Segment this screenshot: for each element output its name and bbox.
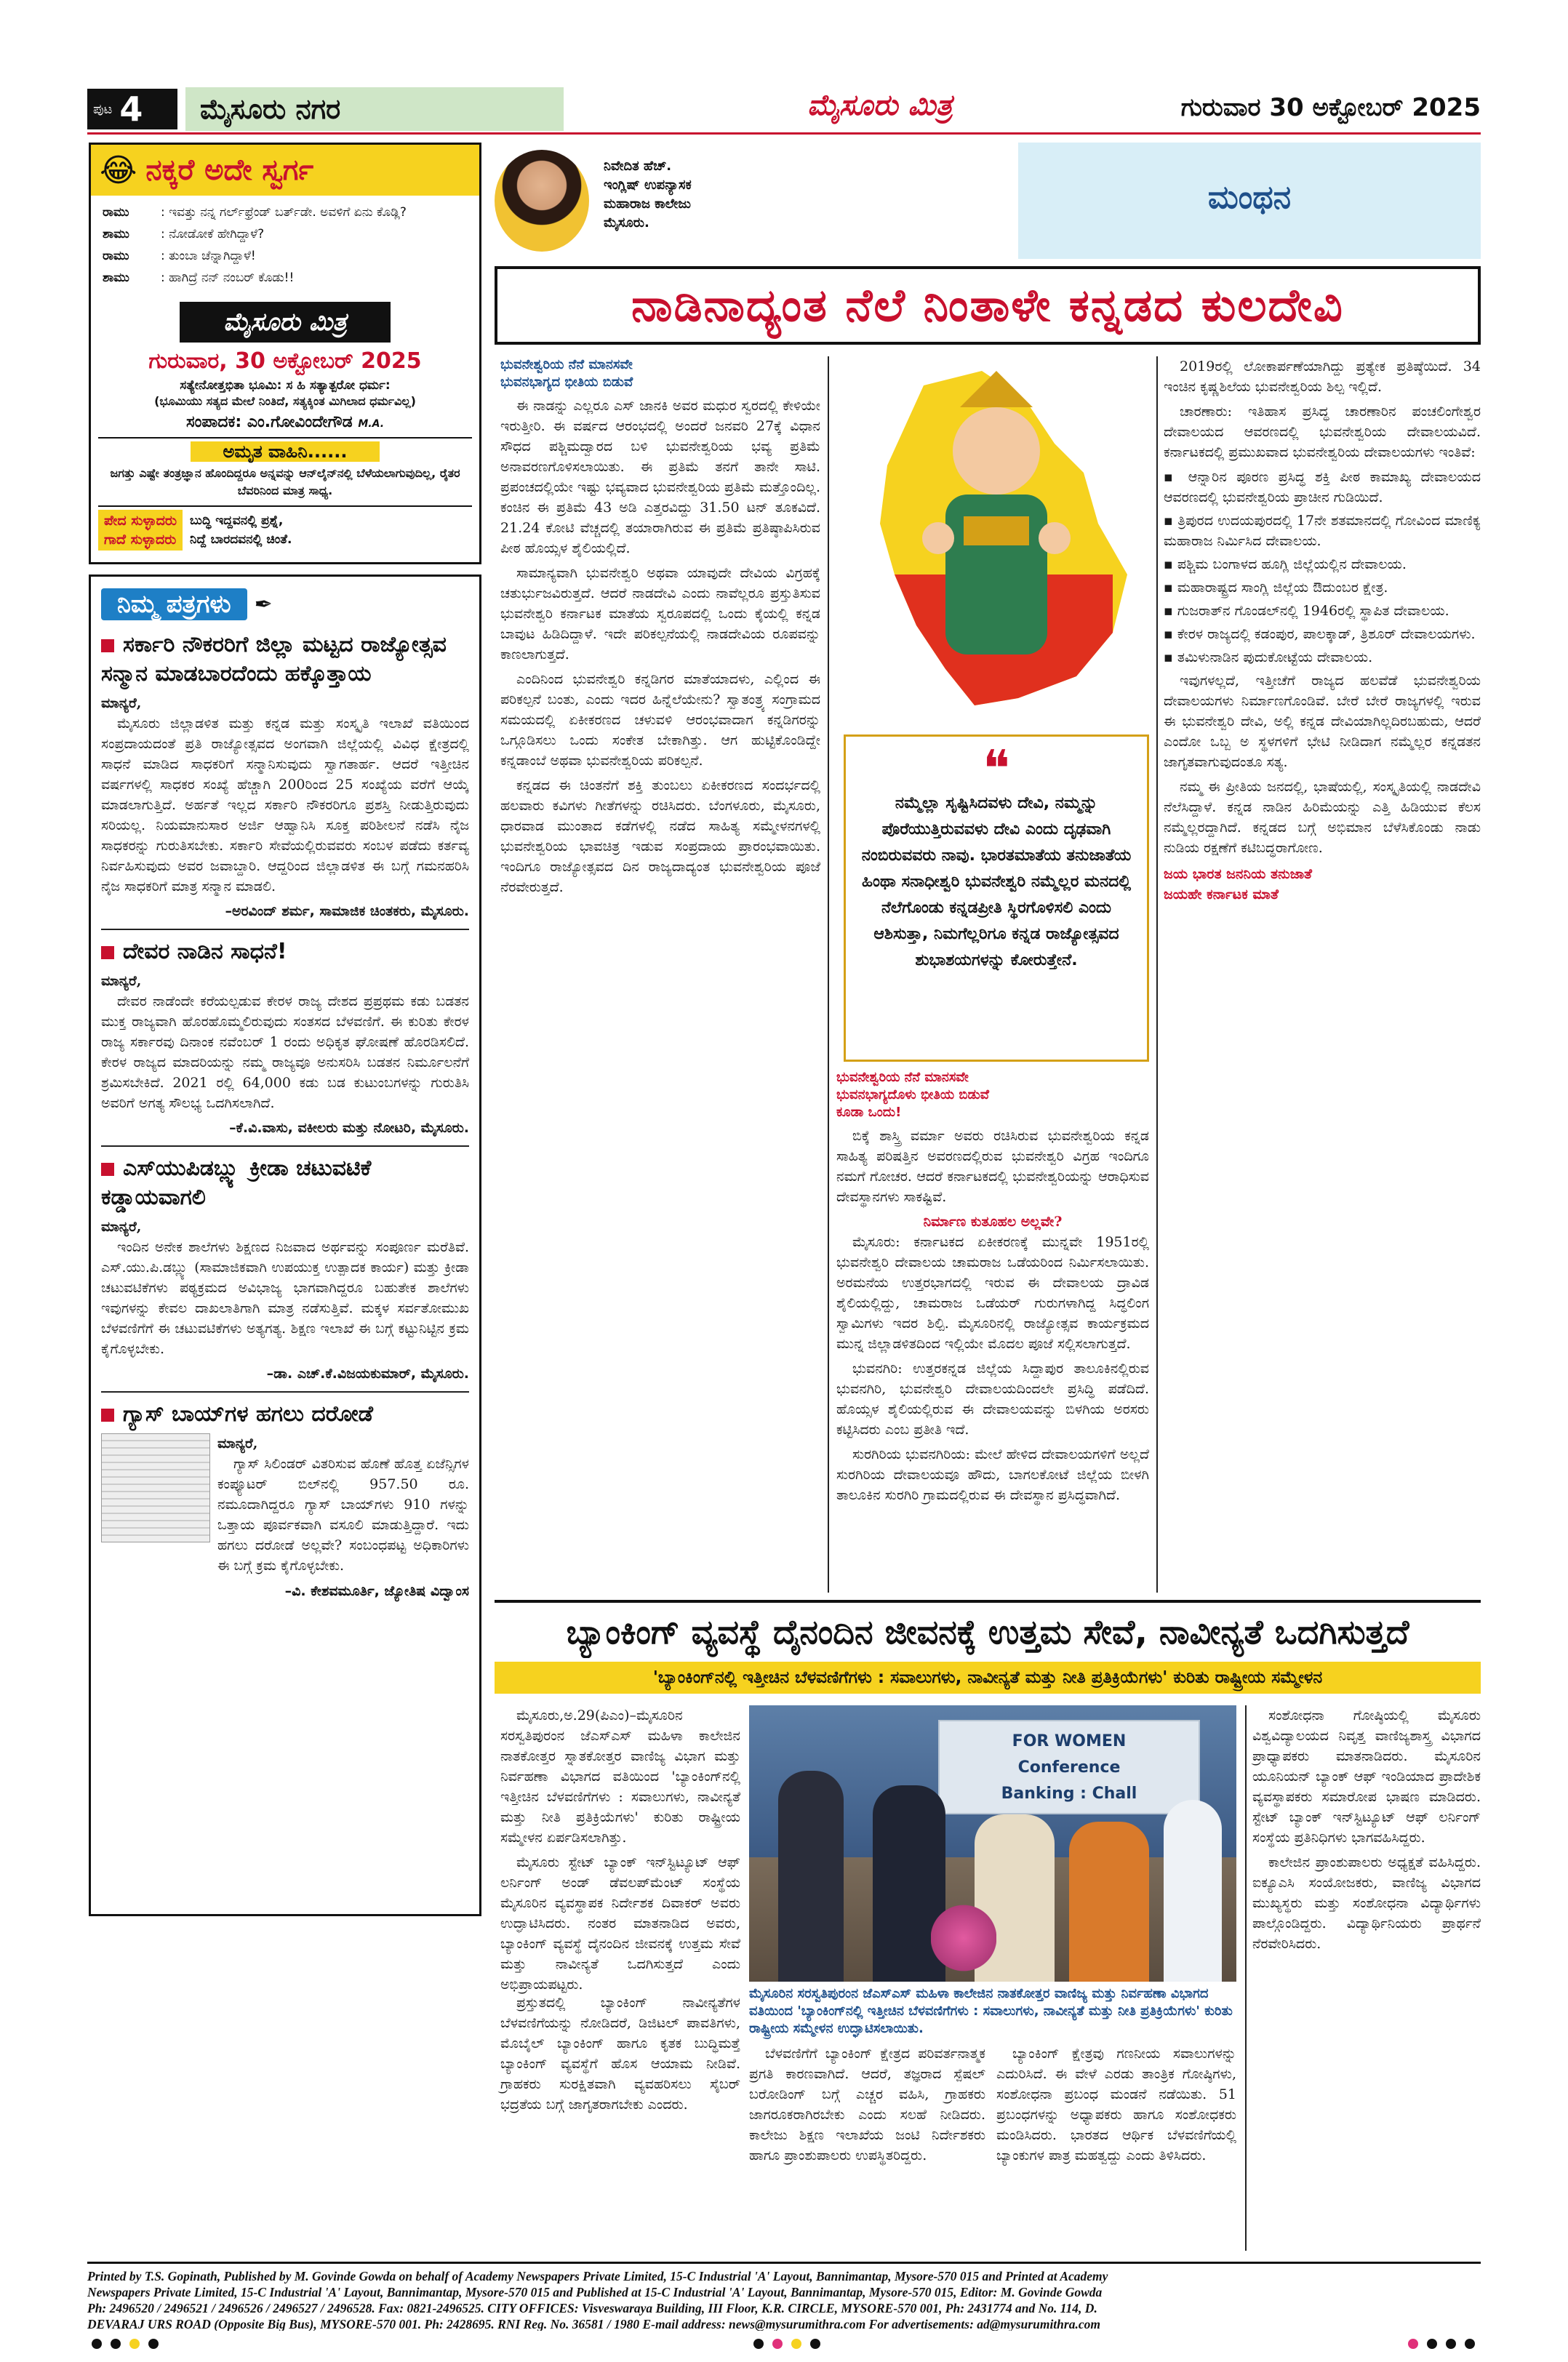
article-subhead: ನಿರ್ಮಾಣ ಕುತೂಹಲ ಅಲ್ಲವೇ? <box>923 1214 1063 1230</box>
proverb-left: ಪೇದ ಸುಳ್ಳಾದರು ಗಾದೆ ಸುಳ್ಳಾದರು <box>98 510 183 551</box>
page-number: 4 <box>119 89 143 129</box>
humor-title: ನಕ್ಕರೆ ಅದೇ ಸ್ವರ್ಗ <box>145 153 314 187</box>
article-signoff: ಜಯ ಭಾರತ ಜನನಿಯ ತನುಜಾತೆ ಜಯಹೇ ಕರ್ನಾಟಕ ಮಾತೆ <box>1164 866 1312 902</box>
banking-subheadline: 'ಬ್ಯಾಂಕಿಂಗ್‌ನಲ್ಲಿ ಇತ್ತೀಚಿನ ಬೆಳವಣಿಗೆಗಳು : ಸವಾಲುಗಳು, ನಾವೀನ್ಯತೆ ಮತ್ತು ನೀತಿ ಪ್ರತಿಕ್ರಿಯೆಗಳು' ಕುರಿತು ರಾಷ್ಟ್ರೀಯ ಸಮ್ಮೇಳನ <box>495 1662 1481 1694</box>
registration-dot <box>1465 2339 1475 2349</box>
registration-dot <box>148 2339 159 2349</box>
masthead-motto-2: (ಭೂಮಿಯು ಸತ್ಯದ ಮೇಲೆ ನಿಂತಿದೆ, ಸತ್ಯಕ್ಕಿಂತ ಮಿಗಿಲಾದ ಧರ್ಮವಿಲ್ಲ) <box>154 394 416 408</box>
humor-line: ರಾಮು : ತುಂಬಾ ಚೆನ್ನಾಗಿದ್ದಾಳೆ! <box>103 249 256 263</box>
article-paragraph: ಮೈಸೂರು: ಕರ್ನಾಟಕದ ಏಕೀಕರಣಕ್ಕೆ ಮುನ್ನವೇ 1951ರಲ್ಲಿ ಭುವನೇಶ್ವರಿ ದೇವಾಲಯ ಚಾಮರಾಜ ಒಡೆಯರಿಂದ ನಿರ್ಮಿಸಲಾಯಿತು. ಅರಮನೆಯ ಉತ್ತರಭಾಗದಲ್ಲಿ ಇರುವ ಈ ದೇವಾಲಯ ದ್ರಾವಿಡ ಶೈಲಿಯಲ್ಲಿದ್ದು, ಚಾಮರಾಜ ಒಡೆಯರ್ ಗುರುಗಳಾಗಿದ್ದ ಸಿದ್ಧಲಿಂಗ ಸ್ವಾಮಿಗಳು ಇದರ ಶಿಲ್ಪಿ. ಮೈಸೂರಿನಲ್ಲಿ ರಾಜ್ಯೋತ್ಸವ ಕಾರ್ಯಕ್ರಮದ ಮುನ್ನ ಜಿಲ್ಲಾಡಳಿತದಿಂದ ಇಲ್ಲಿಯೇ ಮೊದಲ ಪೂಜೆ ಸಲ್ಲಿಸಲಾಗುತ್ತದೆ. <box>836 1234 1149 1352</box>
banking-col-left-bottom <box>500 1993 740 2254</box>
banking-headline: ಬ್ಯಾಂಕಿಂಗ್ ವ್ಯವಸ್ಥೆ ದೈನಂದಿನ ಜೀವನಕ್ಕೆ ಉತ್ತಮ ಸೇವೆ, ನಾವೀನ್ಯತೆ ಒದಗಿಸುತ್ತದೆ <box>495 1600 1481 1658</box>
article-paragraph: ಮೈಸೂರು ಸ್ಟೇಟ್ ಬ್ಯಾಂಕ್ ಇನ್‌ಸ್ಟಿಟ್ಯೂಟ್ ಆಫ್ ಲರ್ನಿಂಗ್ ಅಂಡ್ ಡೆವಲಪ್‌ಮೆಂಟ್ ಸಂಸ್ಥೆಯ ಮೈಸೂರಿನ ವ್ಯವಸ್ಥಾಪಕ ನಿರ್ದೇಶಕ ದಿವಾಕರ್ ಅವರು ಉದ್ಘಾಟಿಸಿದರು. ನಂತರ ಮಾತನಾಡಿದ ಅವರು, ಬ್ಯಾಂಕಿಂಗ್ ವ್ಯವಸ್ಥೆ ದೈನಂದಿನ ಜೀವನಕ್ಕೆ ಉತ್ತಮ ಸೇವೆ ಮತ್ತು ನಾವೀನ್ಯತೆ ಒದಗಿಸುತ್ತದೆ ಎಂದು ಅಭಿಪ್ರಾಯಪಟ್ಟರು. <box>500 1854 740 1993</box>
temple-list <box>1164 467 1481 668</box>
registration-dots-center <box>749 2338 825 2352</box>
list-item: ▪ ಕೇರಳ ರಾಜ್ಯದಲ್ಲಿ ಕಡಂಪುರ, ಪಾಲಕ್ಕಾಡ್, ತ್ರಿಶೂರ್ ದೇವಾಲಯಗಳು. <box>1164 626 1476 642</box>
registration-dots-right <box>1404 2338 1479 2352</box>
letter-item <box>101 1154 469 1384</box>
humor-title-bar <box>91 145 479 196</box>
column-name: ಮಂಥನ <box>1207 179 1292 216</box>
humor-line: ಶಾಮು : ಹಾಗಿದ್ರೆ ನನ್ ನಂಬರ್ ಕೊಡು!! <box>103 271 295 285</box>
main-headline <box>495 266 1481 345</box>
author-role: ಇಂಗ್ಲಿಷ್ ಉಪನ್ಯಾಸಕ <box>604 177 692 193</box>
article-paragraph: ಬ್ಯಾಂಕಿಂಗ್ ಕ್ಷೇತ್ರವು ಗಣನೀಯ ಸವಾಲುಗಳನ್ನು ಎದುರಿಸಿದೆ. ಈ ವೇಳೆ ಎರಡು ತಾಂತ್ರಿಕ ಗೋಷ್ಠಿಗಳು, ಸಂಶೋಧನಾ ಪ್ರಬಂಧ ಮಂಡನೆ ನಡೆಯಿತು. 51 ಪ್ರಬಂಧಗಳನ್ನು ಅಧ್ಯಾಪಕರು ಹಾಗೂ ಸಂಶೋಧಕರು ಮಂಡಿಸಿದರು. ಭಾರತದ ಆರ್ಥಿಕ ಬೆಳವಣಿಗೆಯಲ್ಲಿ ಬ್ಯಾಂಕುಗಳ ಪಾತ್ರ ಮಹತ್ವದ್ದು ಎಂದು ತಿಳಿಸಿದರು. <box>996 2046 1236 2163</box>
article-paragraph: ಎಂದಿನಿಂದ ಭುವನೇಶ್ವರಿ ಕನ್ನಡಿಗರ ಮಾತೆಯಾದಳು, ಎಲ್ಲಿಂದ ಈ ಪರಿಕಲ್ಪನೆ ಬಂತು, ಎಂದು ಇದರ ಹಿನ್ನೆಲೆಯೇನು? ಸ್ವಾತಂತ್ರ್ಯ ಸಂಗ್ರಾಮದ ಸಮಯದಲ್ಲಿ ಏಕೀಕರಣದ ಚಳುವಳಿ ಆರಂಭವಾದಾಗ ಕನ್ನಡಿಗರನ್ನು ಒಗ್ಗೂಡಿಸಲು ಒಂದು ಸಂಕೇತ ಬೇಕಾಗಿತ್ತು. ಆಗ ಹುಟ್ಟಿಕೊಂಡಿದ್ದೇ ಕನ್ನಡಾಂಬೆ ಅಥವಾ ಭುವನೇಶ್ವರಿಯ ಪರಿಕಲ್ಪನೆ. <box>500 671 820 769</box>
registration-dot <box>1446 2339 1456 2349</box>
article-paragraph: ಈ ನಾಡನ್ನು ಎಲ್ಲರೂ ಎಸ್ ಜಾನಕಿ ಅವರ ಮಧುರ ಸ್ವರದಲ್ಲಿ ಕೇಳಿಯೇ ಇರುತ್ತೀರಿ. ಈ ವರ್ಷದ ಆರಂಭದಲ್ಲಿ ಅಂದರೆ ಜನವರಿ 27ಕ್ಕೆ ವಿಧಾನ ಸೌಧದ ಪಶ್ಚಿಮದ್ವಾರದ ಬಳಿ ಭುವನೇಶ್ವರಿಯ ಭವ್ಯ ಪ್ರತಿಮೆ ಅನಾವರಣಗೊಳಿಸಲಾಯಿತು. ಈ ಪ್ರತಿಮೆ ತನಗೆ ತಾನೇ ಸಾಟಿ. ಪ್ರಪಂಚದಲ್ಲಿಯೇ ಇಷ್ಟು ಭವ್ಯವಾದ ಭುವನೇಶ್ವರಿಯ ಪ್ರತಿಮೆ ಮತ್ತೊಂದಿಲ್ಲ. ಕಂಚಿನ ಈ ಪ್ರತಿಮೆ 43 ಅಡಿ ಎತ್ತರವಿದ್ದು 31.50 ಟನ್ ತೂಕವಿದೆ. 21.24 ಕೋಟಿ ವೆಚ್ಚದಲ್ಲಿ ತಯಾರಾಗಿರುವ ಈ ಪ್ರತಿಮೆ ಪ್ರತಿಷ್ಠಾಪಿಸಿರುವ ಪೀಠ ಹೊಯ್ಸಳ ಶೈಲಿಯಲ್ಲಿದೆ. <box>500 398 820 556</box>
registration-dot <box>810 2339 820 2349</box>
letter-salutation: ಮಾನ್ಯರೆ, <box>101 695 142 711</box>
list-item: ▪ ಪಶ್ಚಿಮ ಬಂಗಾಳದ ಹೂಗ್ಲಿ ಜಿಲ್ಲೆಯಲ್ಲಿನ ದೇವಾಲಯ. <box>1164 556 1407 572</box>
letter-divider <box>101 1391 469 1393</box>
article-col-3 <box>1164 356 1481 1622</box>
flower-bouquet <box>931 1894 996 1982</box>
article-paragraph: ಸುರಗಿರಿಯ ಭುವನಗಿರಿಯ: ಮೇಲೆ ಹೇಳಿದ ದೇವಾಲಯಗಳಿಗೆ ಅಲ್ಲದೆ ಸುರಗಿರಿಯ ದೇವಾಲಯವೂ ಹೌದು, ಬಾಗಲಕೋಟೆ ಜಿಲ್ಲೆಯ ಬೀಳಗಿ ತಾಲೂಕಿನ ಸುರಗಿರಿ ಗ್ರಾಮದಲ್ಲಿರುವ ಈ ದೇವಸ್ಥಾನ ಪ್ರಸಿದ್ಧವಾಗಿದೆ. <box>836 1446 1149 1503</box>
proverb-row <box>98 505 472 551</box>
imprint-footer <box>87 2262 1481 2331</box>
article-paragraph: ಇವುಗಳಲ್ಲದೆ, ಇತ್ತೀಚೆಗೆ ರಾಜ್ಯದ ಹಲವೆಡೆ ಭುವನೇಶ್ವರಿಯ ದೇವಾಲಯಗಳು ನಿರ್ಮಾಣಗೊಂಡಿವೆ. ಬೇರೆ ಬೇರೆ ರಾಜ್ಯಗಳಲ್ಲಿ ಇರುವ ಈ ಭುವನೇಶ್ವರಿ ದೇವಿ, ಅಲ್ಲಿ ಕನ್ನಡ ದೇವಿಯಾಗಿಲ್ಲದಿರಬಹುದು, ಆದರೆ ಎಂದೋ ಒಬ್ಬ ಅ ಸ್ಥಳಗಳಿಗೆ ಭೇಟಿ ನೀಡಿದಾಗ ನಮ್ಮೆಲ್ಲರ ಕನ್ನಡತನ ಜಾಗೃತವಾಗುವುದಂತೂ ಸತ್ಯ. <box>1164 673 1481 770</box>
list-item: ▪ ಆನ್ನಾರಿನ ಪೂರಣ ಪ್ರಸಿದ್ಧ ಶಕ್ತಿ ಪೀಠ ಕಾಮಾಖ್ಯ ದೇವಾಲಯದ ಆವರಣದಲ್ಲಿ ಭುವನೇಶ್ವರಿಯ ಪ್ರಾಚೀನ ಗುಡಿಯಿದೆ. <box>1164 469 1481 505</box>
column-rule <box>828 356 829 1593</box>
bullet-icon <box>101 1409 114 1422</box>
list-item: ▪ ತ್ರಿಪುರದ ಉದಯಪುರದಲ್ಲಿ 17ನೇ ಶತಮಾನದಲ್ಲಿ ಗೋವಿಂದ ಮಾಣಿಕ್ಯ ಮಹಾರಾಜ ನಿರ್ಮಿಸಿದ ದೇವಾಲಯ. <box>1164 513 1481 549</box>
main-headline-text: ನಾಡಿನಾದ್ಯಂತ ನೆಲೆ ನಿಂತಾಳೇ ಕನ್ನಡದ ಕುಲದೇವಿ <box>631 279 1344 332</box>
author-college: ಮಹಾರಾಜ ಕಾಲೇಜು <box>604 196 692 212</box>
registration-dot <box>111 2339 121 2349</box>
letter-body: ಮೈಸೂರು ಜಿಲ್ಲಾಡಳಿತ ಮತ್ತು ಕನ್ನಡ ಮತ್ತು ಸಂಸ್ಕೃತಿ ಇಲಾಖೆ ವತಿಯಿಂದ ಸಂಪ್ರದಾಯದಂತೆ ಪ್ರತಿ ರಾಜ್ಯೋತ್ಸವದ ಅಂಗವಾಗಿ ಜಿಲ್ಲೆಯಲ್ಲಿ ವಿವಿಧ ಕ್ಷೇತ್ರದಲ್ಲಿ ಸಾಧನೆ ಮಾಡಿದ ಸಾಧಕರಿಗೆ ಸನ್ಮಾನಿಸುವುದು ಸ್ವಾಗತಾರ್ಹ. ಆದರೆ ಇತ್ತೀಚಿನ ವರ್ಷಗಳಲ್ಲಿ ಸಾಧಕರ ಸಂಖ್ಯೆ ಹೆಚ್ಚಾಗಿ 200ರಿಂದ 25 ಸಂಖ್ಯೆಯ ವರೆಗೆ ಆಯ್ಕೆ ಮಾಡಲಾಗುತ್ತಿದೆ. ಅರ್ಹತೆ ಇಲ್ಲದ ಸರ್ಕಾರಿ ನೌಕರರಿಗೂ ಪ್ರಶಸ್ತಿ ನೀಡುತ್ತಿರುವುದು ಸರಿಯಲ್ಲ. ನಿಯಮಾನುಸಾರ ಅರ್ಜಿ ಆಹ್ವಾನಿಸಿ ಸೂಕ್ತ ಪರಿಶೀಲನೆ ನಡೆಸಿ ನೈಜ ಸಾಧಕರನ್ನು ಗುರುತಿಸಬೇಕು. ಸರ್ಕಾರಿ ಸೇವೆಯಲ್ಲಿರುವವರು ಸಂಬಳ ಪಡೆದು ಕರ್ತವ್ಯ ನಿರ್ವಹಿಸುವುದು ಅವರ ಜವಾಬ್ದಾರಿ. ಆದ್ದರಿಂದ ಜಿಲ್ಲಾಡಳಿತ ಈ ಬಗ್ಗೆ ಗಮನಹರಿಸಿ ನೈಜ ಸಾಧಕರಿಗೆ ಮಾತ್ರ ಸನ್ಮಾನ ಮಾಡಲಿ. <box>101 716 469 894</box>
kicker: ಭುವನೇಶ್ವರಿಯ ನೆನೆ ಮಾನಸವೇ ಭುವನಭಾಗ್ಯದ ಭೀತಿಯ ಬಿಡುವೆ <box>500 357 633 390</box>
masthead-box-date: ಗುರುವಾರ, 30 ಅಕ್ಟೋಬರ್ 2025 <box>148 348 422 374</box>
registration-dot <box>129 2339 140 2349</box>
amrutha-title: ಅಮೃತ ವಾಹಿನಿ...... <box>191 441 380 462</box>
letter-salutation: ಮಾನ್ಯರೆ, <box>217 1436 258 1452</box>
letter-signature: –ಡಾ. ಎಚ್.ಕೆ.ವಿಜಯಕುಮಾರ್, ಮೈಸೂರು. <box>266 1366 469 1382</box>
letter-title: ಸರ್ಕಾರಿ ನೌಕರರಿಗೆ ಜಿಲ್ಲಾ ಮಟ್ಟದ ರಾಜ್ಯೋತ್ಸವ ಸನ್ಮಾನ ಮಾಡಬಾರದೆಂದು ಹಕ್ಕೊತ್ತಾಯ <box>101 632 447 686</box>
masthead-box-logo: ಮೈಸೂರು ಮಿತ್ರ <box>180 302 391 343</box>
column-rule <box>1245 1705 1247 2251</box>
humor-lines <box>91 196 479 295</box>
imprint-line: DEVARAJ URS ROAD (Opposite Big Bus), MYSORE-570 001. Ph: 2428695. RNI Reg. No. 36581 / 1980 E-mail address: news@mysurumithra.com For advertisements: ad@mysurumithra.com <box>87 2317 1100 2331</box>
goddess-illustration <box>836 356 1149 720</box>
amrutha-box <box>98 437 472 500</box>
registration-dot <box>1408 2339 1418 2349</box>
list-item: ▪ ತಮಿಳುನಾಡಿನ ಪುದುಕೋಟ್ಟೆಯ ದೇವಾಲಯ. <box>1164 649 1373 665</box>
photo-banner: FOR WOMEN Conference Banking : Chall <box>938 1720 1200 1814</box>
article-paragraph: ಸಂಶೋಧನಾ ಗೋಷ್ಠಿಯಲ್ಲಿ ಮೈಸೂರು ವಿಶ್ವವಿದ್ಯಾಲಯದ ನಿವೃತ್ತ ವಾಣಿಜ್ಯಶಾಸ್ತ್ರ ವಿಭಾಗದ ಪ್ರಾಧ್ಯಾಪಕರು ಮಾತನಾಡಿದರು. ಮೈಸೂರಿನ ಯೂನಿಯನ್ ಬ್ಯಾಂಕ್ ಆಫ್ ಇಂಡಿಯಾದ ಪ್ರಾದೇಶಿಕ ವ್ಯವಸ್ಥಾಪಕರು ಸಮಾರೋಪ ಭಾಷಣ ಮಾಡಿದರು. ಸ್ಟೇಟ್ ಬ್ಯಾಂಕ್ ಇನ್‌ಸ್ಟಿಟ್ಯೂಟ್ ಆಫ್ ಲರ್ನಿಂಗ್ ಸಂಸ್ಥೆಯ ಪ್ರತಿನಿಧಿಗಳು ಭಾಗವಹಿಸಿದ್ದರು. <box>1252 1708 1481 1846</box>
pull-quote <box>844 734 1149 1062</box>
article-paragraph: ಕಾಲೇಜಿನ ಪ್ರಾಂಶುಪಾಲರು ಅಧ್ಯಕ್ಷತೆ ವಹಿಸಿದ್ದರು. ಐಕ್ಯೂಎಸಿ ಸಂಯೋಜಕರು, ವಾಣಿಜ್ಯ ವಿಭಾಗದ ಮುಖ್ಯಸ್ಥರು ಮತ್ತು ಸಂಶೋಧನಾ ವಿದ್ಯಾರ್ಥಿಗಳು ಪಾಲ್ಗೊಂಡಿದ್ದರು. ವಿದ್ಯಾರ್ಥಿನಿಯರು ಪ್ರಾರ್ಥನೆ ನೆರವೇರಿಸಿದರು. <box>1252 1854 1481 1952</box>
article-paragraph: ಬೆಳವಣಿಗೆಗೆ ಬ್ಯಾಂಕಿಂಗ್ ಕ್ಷೇತ್ರದ ಪರಿವರ್ತನಾತ್ಮಕ ಪ್ರಗತಿ ಕಾರಣವಾಗಿದೆ. ಆದರೆ, ತಜ್ಞರಾದ ಸ್ಪೆಷಲ್ ಬರೋಡಿಂಗ್ ಬಗ್ಗೆ ಎಚ್ಚರ ವಹಿಸಿ, ಗ್ರಾಹಕರು ಜಾಗರೂಕರಾಗಿರಬೇಕು ಎಂದು ಸಲಹೆ ನೀಡಿದರು. ಕಾಲೇಜು ಶಿಕ್ಷಣ ಇಲಾಖೆಯ ಜಂಟಿ ನಿರ್ದೇಶಕರು ಹಾಗೂ ಪ್ರಾಂಶುಪಾಲರು ಉಪಸ್ಥಿತರಿದ್ದರು. <box>749 2046 985 2163</box>
author-city: ಮೈಸೂರು. <box>604 215 649 231</box>
imprint-line: Newspapers Private Limited, 15-C Industrial 'A' Layout, Bannimantap, Mysore-570 015 and Published at 15-C Industrial 'A' Layout, Bannimantap, Mysore-570 015, Editor: M. Govinde Gowda <box>87 2285 1103 2299</box>
registration-dot <box>1427 2339 1437 2349</box>
person-figure <box>1164 1800 1222 1982</box>
letter-signature: –ಕೆ.ವಿ.ವಾಸು, ವಕೀಲರು ಮತ್ತು ನೋಟರಿ, ಮೈಸೂರು. <box>229 1120 469 1136</box>
quote-text: ನಮ್ಮೆಲ್ಲಾ ಸೃಷ್ಟಿಸಿದವಳು ದೇವಿ, ನಮ್ಮನ್ನು ಪೊರೆಯುತ್ತಿರುವವಳು ದೇವಿ ಎಂದು ದೃಢವಾಗಿ ನಂಬಿರುವವರು ನಾವು. ಭಾರತಮಾತೆಯ ತನುಜಾತೆಯ ಹಿಂಥಾ ಸನಾಧೀಶ್ವರಿ ಭುವನೇಶ್ವರಿ ನಮ್ಮೆಲ್ಲರ ಮನದಲ್ಲಿ ನೆಲೆಗೊಂಡು ಕನ್ನಡಪ್ರೀತಿ ಸ್ಥಿರಗೊಳಿಸಲಿ ಎಂದು ಆಶಿಸುತ್ತಾ, ನಿಮಗೆಲ್ಲರಿಗೂ ಕನ್ನಡ ರಾಜ್ಯೋತ್ಸವದ ಶುಭಾಶಯಗಳನ್ನು ಕೋರುತ್ತೇನೆ. <box>861 794 1132 969</box>
column-rule <box>1156 356 1158 1593</box>
letter-body: ಗ್ಯಾಸ್ ಸಿಲಿಂಡರ್ ವಿತರಿಸುವ ಹೊಣೆ ಹೊತ್ತ ಏಜೆನ್ಸಿಗಳ ಕಂಪ್ಯೂಟರ್ ಬಿಲ್‌ನಲ್ಲಿ 957.50 ರೂ. ನಮೂದಾಗಿದ್ದರೂ ಗ್ಯಾಸ್ ಬಾಯ್‌ಗಳು 910 ಗಳನ್ನು ಒತ್ತಾಯ ಪೂರ್ವಕವಾಗಿ ವಸೂಲಿ ಮಾಡುತ್ತಿದ್ದಾರೆ. ಇದು ಹಗಲು ದರೋಡೆ ಅಲ್ಲವೇ? ಸಂಬಂಧಪಟ್ಟ ಅಧಿಕಾರಿಗಳು ಈ ಬಗ್ಗೆ ಕ್ರಮ ಕೈಗೊಳ್ಳಬೇಕು. <box>217 1456 469 1574</box>
author-name: ನಿವೇದಿತ ಹೆಚ್. <box>604 159 672 174</box>
page-header <box>87 86 1481 134</box>
letters-header <box>101 584 469 625</box>
letter-title: ಗ್ಯಾಸ್ ಬಾಯ್‌ಗಳ ಹಗಲು ದರೋಡೆ <box>123 1401 373 1427</box>
event-photo <box>749 1705 1236 1982</box>
letter-divider <box>101 929 469 930</box>
quote-icon: ❝ <box>983 739 1010 798</box>
receipt-image <box>101 1433 210 1542</box>
author-info <box>604 157 692 233</box>
list-item: ▪ ಮಹಾರಾಷ್ಟ್ರದ ಸಾಂಗ್ಲಿ ಜಿಲ್ಲೆಯ ಔದುಂಬರ ಕ್ಷೇತ್ರ. <box>1164 580 1388 596</box>
article-paragraph: 2019ರಲ್ಲಿ ಲೋಕಾರ್ಪಣೆಯಾಗಿದ್ದು ಪ್ರತ್ಯೇಕ ಪ್ರತಿಷ್ಠೆಯಿದೆ. 34 ಇಂಚಿನ ಕೃಷ್ಣಶಿಲೆಯ ಭುವನೇಶ್ವರಿಯ ಶಿಲ್ಪ ಇಲ್ಲಿದೆ. <box>1164 359 1481 395</box>
letter-signature: –ವಿ. ಕೇಶವಮೂರ್ತಿ, ಜ್ಯೋತಿಷ ವಿದ್ವಾಂಸ <box>284 1583 469 1599</box>
banking-below-photo-1 <box>749 2043 985 2254</box>
article-col-2 <box>836 1069 1149 1622</box>
proverb-right: ಬುದ್ಧಿ ಇದ್ದವನಲ್ಲಿ ಪ್ರಶ್ನೆ, ನಿದ್ದೆ ಬಾರದವನಲ್ಲಿ ಚಿಂತೆ. <box>190 513 292 547</box>
masthead-motto-1: ಸತ್ಯೇನೋತ್ತಭಿತಾ ಭೂಮಿ: ಸ ಹಿ ಸತ್ಯಾತ್ಪರೋ ಧರ್ಮ: <box>180 378 391 393</box>
page-number-badge <box>87 89 177 129</box>
letters-section <box>89 575 481 1916</box>
article-paragraph: ಪ್ರಸ್ತುತದಲ್ಲಿ ಬ್ಯಾಂಕಿಂಗ್ ನಾವೀನ್ಯತೆಗಳ ಬೆಳವಣಿಗೆಯನ್ನು ನೋಡಿದರೆ, ಡಿಜಿಟಲ್ ಪಾವತಿಗಳು, ಮೊಬೈಲ್ ಬ್ಯಾಂಕಿಂಗ್ ಹಾಗೂ ಕೃತಕ ಬುದ್ಧಿಮತ್ತೆ ಬ್ಯಾಂಕಿಂಗ್ ವ್ಯವಸ್ಥೆಗೆ ಹೊಸ ಆಯಾಮ ನೀಡಿವೆ. ಗ್ರಾಹಕರು ಸುರಕ್ಷಿತವಾಗಿ ವ್ಯವಹರಿಸಲು ಸೈಬರ್ ಭದ್ರತೆಯ ಬಗ್ಗೆ ಜಾಗೃತರಾಗಬೇಕು ಎಂದರು. <box>500 1995 740 2113</box>
kicker: ಭುವನೇಶ್ವರಿಯ ನೆನೆ ಮಾನಸವೇ ಭುವನಭಾಗ್ಯದೊಳು ಭೀತಿಯ ಬಿಡುವೆ ಕೂಡಾ ಒಂದು! <box>836 1070 989 1120</box>
section-name: ಮೈಸೂರು ನಗರ <box>185 87 564 131</box>
laugh-icon: 😂 <box>100 151 137 189</box>
letter-salutation: ಮಾನ್ಯರೆ, <box>101 1219 142 1235</box>
humor-line: ಶಾಮು : ನೋಡೋಕೆ ಹೇಗಿದ್ದಾಳೆ? <box>103 227 265 241</box>
letters-header-label: ನಿಮ್ಮ ಪತ್ರಗಳು <box>101 588 247 620</box>
masthead-logo: ಮೈಸೂರು ಮಿತ್ರ <box>807 89 953 122</box>
letter-divider <box>101 1145 469 1147</box>
article-col-1 <box>500 356 820 1622</box>
letter-salutation: ಮಾನ್ಯರೆ, <box>101 973 142 989</box>
letter-body: ಇಂದಿನ ಅನೇಕ ಶಾಲೆಗಳು ಶಿಕ್ಷಣದ ನಿಜವಾದ ಅರ್ಥವನ್ನು ಸಂಪೂರ್ಣ ಮರೆತಿವೆ. ಎಸ್.ಯು.ಪಿ.ಡಬ್ಲ್ಯು (ಸಾಮಾಜಿಕವಾಗಿ ಉಪಯುಕ್ತ ಉತ್ಪಾದಕ ಕಾರ್ಯ) ಮತ್ತು ಕ್ರೀಡಾ ಚಟುವಟಿಕೆಗಳು ಪಠ್ಯಕ್ರಮದ ಅವಿಭಾಜ್ಯ ಭಾಗವಾಗಿದ್ದರೂ ಬಹುತೇಕ ಶಾಲೆಗಳು ಇವುಗಳನ್ನು ಕೇವಲ ದಾಖಲಾತಿಗಾಗಿ ಮಾತ್ರ ನಡೆಸುತ್ತಿವೆ. ಮಕ್ಕಳ ಸರ್ವತೋಮುಖ ಬೆಳವಣಿಗೆಗೆ ಈ ಚಟುವಟಿಕೆಗಳು ಅತ್ಯಗತ್ಯ. ಶಿಕ್ಷಣ ಇಲಾಖೆ ಈ ಬಗ್ಗೆ ಕಟ್ಟುನಿಟ್ಟಿನ ಕ್ರಮ ಕೈಗೊಳ್ಳಬೇಕು. <box>101 1239 469 1357</box>
article-paragraph: ಮೈಸೂರು,ಅ.29(ಪಿಎಂ)–ಮೈಸೂರಿನ ಸರಸ್ವತಿಪುರಂನ ಜೆಎಸ್‌ಎಸ್ ಮಹಿಳಾ ಕಾಲೇಜಿನ ನಾತಕೋತ್ತರ ಸ್ನಾತಕೋತ್ತರ ವಾಣಿಜ್ಯ ವಿಭಾಗ ಮತ್ತು ನಿರ್ವಹಣಾ ವಿಭಾಗದ ವತಿಯಿಂದ 'ಬ್ಯಾಂಕಿಂಗ್‌ನಲ್ಲಿ ಇತ್ತೀಚಿನ ಬೆಳವಣಿಗೆಗಳು : ಸವಾಲುಗಳು, ನಾವೀನ್ಯತೆ ಮತ್ತು ನೀತಿ ಪ್ರತಿಕ್ರಿಯೆಗಳು' ಕುರಿತು ರಾಷ್ಟ್ರೀಯ ಸಮ್ಮೇಳನ ಏರ್ಪಡಿಸಲಾಗಿತ್ತು. <box>500 1708 740 1846</box>
letter-item <box>101 1400 469 1599</box>
letter-item <box>101 630 469 921</box>
registration-dot <box>772 2339 783 2349</box>
banking-col-left <box>500 1705 740 1993</box>
registration-dot <box>92 2339 102 2349</box>
article-paragraph: ನಮ್ಮ ಈ ಪ್ರೀತಿಯ ಜನದಲ್ಲಿ, ಭಾಷೆಯಲ್ಲಿ, ಸಂಸ್ಕೃತಿಯಲ್ಲಿ ನಾಡದೇವಿ ನೆಲೆಸಿದ್ದಾಳೆ. ಕನ್ನಡ ನಾಡಿನ ಹಿರಿಮೆಯನ್ನು ಎತ್ತಿ ಹಿಡಿಯುವ ಕೆಲಸ ನಮ್ಮೆಲ್ಲರದ್ದಾಗಿದೆ. ಕನ್ನಡದ ಬಗ್ಗೆ ಅಭಿಮಾನ ಬೆಳೆಸಿಕೊಂಡು ನಾಡು ನುಡಿಯ ರಕ್ಷಣೆಗೆ ಕಟಿಬದ್ಧರಾಗೋಣ. <box>1164 779 1481 856</box>
article-paragraph: ಸಾಮಾನ್ಯವಾಗಿ ಭುವನೇಶ್ವರಿ ಅಥವಾ ಯಾವುದೇ ದೇವಿಯ ವಿಗ್ರಹಕ್ಕೆ ಚತುರ್ಭುಜವಿರುತ್ತದೆ. ಆದರೆ ನಾಡದೇವಿ ಎಂದು ನಾವೆಲ್ಲರೂ ಪ್ರಸ್ತುತಿಸುವ ಭುವನೇಶ್ವರಿ ಕರ್ನಾಟಕ ಮಾತೆಯ ಸ್ವರೂಪದಲ್ಲಿ ಒಂದು ಕೈಯಲ್ಲಿ ಕನ್ನಡ ಬಾವುಟ ಹಿಡಿದಿದ್ದಾಳೆ. ಇದೇ ಪರಿಕಲ್ಪನೆಯಲ್ಲಿ ನಾಡದೇವಿಯ ರೂಪವನ್ನು ಕಾಣಲಾಗುತ್ತದೆ. <box>500 565 820 662</box>
article-paragraph: ಭುವನಗಿರಿ: ಉತ್ತರಕನ್ನಡ ಜಿಲ್ಲೆಯ ಸಿದ್ದಾಪುರ ತಾಲೂಕಿನಲ್ಲಿರುವ ಭುವನಗಿರಿ, ಭುವನೇಶ್ವರಿ ದೇವಾಲಯದಿಂದಲೇ ಪ್ರಸಿದ್ಧಿ ಪಡೆದಿದೆ. ಹೊಯ್ಸಳ ಶೈಲಿಯಲ್ಲಿರುವ ಈ ದೇವಾಲಯವನ್ನು ಬಿಳಗಿಯ ಅರಸರು ಕಟ್ಟಿಸಿದರು ಎಂಬ ಪ್ರತೀತಿ ಇದೆ. <box>836 1361 1149 1438</box>
karnataka-map-goddess-image <box>836 356 1149 720</box>
bullet-icon <box>101 946 114 959</box>
letter-title: ಎಸ್‌ಯುಪಿಡಬ್ಲ್ಯು ಕ್ರೀಡಾ ಚಟುವಟಿಕೆ ಕಡ್ಡಾಯವಾಗಲಿ <box>101 1156 372 1210</box>
imprint-line: Ph: 2496520 / 2496521 / 2496526 / 2496527 / 2496528. Fax: 0821-2496525. CITY OFFICES: Visveswaraya Building, III Floor, K.R. CIRCLE, MYSORE-570 001, Ph: 2431774 and No. 114, D. <box>87 2301 1097 2315</box>
registration-dot <box>791 2339 801 2349</box>
list-item: ▪ ಗುಜರಾತ್‌ನ ಗೊಂಡಲ್‌ನಲ್ಲಿ 1946ರಲ್ಲಿ ಸ್ಥಾಪಿತ ದೇವಾಲಯ. <box>1164 603 1449 619</box>
article-paragraph: ಚಾರಣಾರು: ಇತಿಹಾಸ ಪ್ರಸಿದ್ಧ ಚಾರಣಾರಿನ ಪಂಚಲಿಂಗೇಶ್ವರ ದೇವಾಲಯದ ಆವರಣದಲ್ಲಿ ಭುವನೇಶ್ವರಿಯ ದೇವಾಲಯವಿದೆ. ಕರ್ನಾಟಕದಲ್ಲಿ ಪ್ರಮುಖವಾದ ಭುವನೇಶ್ವರಿಯ ದೇವಾಲಯಗಳು ಇಂತಿವೆ: <box>1164 404 1481 460</box>
bullet-icon <box>101 639 114 652</box>
banking-below-photo-2 <box>996 2043 1236 2254</box>
person-figure <box>1069 1822 1149 1982</box>
amrutha-text: ಜಗತ್ತು ಎಷ್ಟೇ ತಂತ್ರಜ್ಞಾನ ಹೊಂದಿದ್ದರೂ ಅನ್ನವನ್ನು ಆನ್‌ಲೈನ್‌ನಲ್ಲಿ ಬೆಳೆಯಲಾಗುವುದಿಲ್ಲ, ರೈತರ ಬೆವರಿನಿಂದ ಮಾತ್ರ ಸಾಧ್ಯ. <box>110 466 460 497</box>
photo-caption: ಮೈಸೂರಿನ ಸರಸ್ವತಿಪುರಂನ ಜೆಎಸ್‌ಎಸ್ ಮಹಿಳಾ ಕಾಲೇಜಿನ ನಾತಕೋತ್ತರ ವಾಣಿಜ್ಯ ಮತ್ತು ನಿರ್ವಹಣಾ ವಿಭಾಗದ ವತಿಯಿಂದ 'ಬ್ಯಾಂಕಿಂಗ್‌ನಲ್ಲಿ ಇತ್ತೀಚಿನ ಬೆಳವಣಿಗೆಗಳು : ಸವಾಲುಗಳು, ನಾವೀನ್ಯತೆ ಮತ್ತು ನೀತಿ ಪ್ರತಿಕ್ರಿಯೆಗಳು' ಕುರಿತು ರಾಷ್ಟ್ರೀಯ ಸಮ್ಮೇಳನ ಉದ್ಘಾಟಿಸಲಾಯಿತು. <box>749 1986 1233 2036</box>
column-name-box <box>1018 143 1481 259</box>
bullet-icon <box>101 1163 114 1176</box>
registration-dot <box>753 2339 764 2349</box>
letter-item <box>101 937 469 1138</box>
imprint-line: Printed by T.S. Gopinath, Published by M. Govinde Gowda on behalf of Academy Newspapers Private Limited, 15-C Industrial 'A' Layout, Bannimantap, Mysore-570 015 and Printed at Academy <box>87 2269 1108 2283</box>
article-author-band <box>495 143 1481 259</box>
person-figure <box>778 1771 844 1982</box>
humor-line: ರಾಮು : ಇವತ್ತು ನನ್ನ ಗರ್ಲ್‌ಫ್ರೆಂಡ್ ಬರ್ತ್‌ಡೇ. ಅವಳಿಗೆ ಏನು ಕೊಡ್ಲಿ? <box>103 205 407 220</box>
author-photo <box>495 150 589 252</box>
banking-col-right <box>1252 1705 1481 2254</box>
article-paragraph: ಬಿಕ್ಕೆ ಶಾಸ್ತ್ರಿ ವರ್ಮಾ ಅವರು ರಚಿಸಿರುವ ಭುವನೇಶ್ವರಿಯ ಕನ್ನಡ ಸಾಹಿತ್ಯ ಪರಿಷತ್ತಿನ ಅವರಣದಲ್ಲಿರುವ ಭುವನೇಶ್ವರಿ ವಿಗ್ರಹ ಇಂದಿಗೂ ನಮಗೆ ಗೋಚರ. ಆದರೆ ಕರ್ನಾಟಕದಲ್ಲಿ ಭುವನೇಶ್ವರಿಯನ್ನು ಆರಾಧಿಸುವ ದೇವಸ್ಥಾನಗಳು ಸಾಕಷ್ಟಿವೆ. <box>836 1128 1149 1205</box>
letter-title: ದೇವರ ನಾಡಿನ ಸಾಧನೆ! <box>123 939 287 964</box>
header-rule <box>87 132 1481 135</box>
article-paragraph: ಕನ್ನಡದ ಈ ಚಿಂತನೆಗೆ ಶಕ್ತಿ ತುಂಬಲು ಏಕೀಕರಣದ ಸಂದರ್ಭದಲ್ಲಿ ಹಲವಾರು ಕವಿಗಳು ಗೀತೆಗಳನ್ನು ರಚಿಸಿದರು. ಬೆಂಗಳೂರು, ಮೈಸೂರು, ಧಾರವಾಡ ಮುಂತಾದ ಕಡೆಗಳಲ್ಲಿ ನಡೆದ ಸಾಹಿತ್ಯ ಸಮ್ಮೇಳನಗಳಲ್ಲಿ ಭುವನೇಶ್ವರಿಯ ಭಾವಚಿತ್ರ ಇಡುವ ಸಂಪ್ರದಾಯ ಪ್ರಾರಂಭವಾಯಿತು. ಇಂದಿಗೂ ರಾಜ್ಯೋತ್ಸವದ ದಿನ ರಾಜ್ಯದಾದ್ಯಂತ ಭುವನೇಶ್ವರಿಯ ಪೂಜೆ ನೆರವೇರುತ್ತದೆ. <box>500 777 820 895</box>
registration-dots-left <box>87 2338 163 2352</box>
humor-box <box>89 143 481 564</box>
letter-signature: –ಅರವಿಂದ್ ಶರ್ಮ, ಸಾಮಾಜಿಕ ಚಿಂತಕರು, ಮೈಸೂರು. <box>225 903 469 919</box>
editor-line: ಸಂಪಾದಕ: ಎಂ.ಗೋವಿಂದೇಗೌಡ M.A. <box>185 413 385 431</box>
letter-body: ದೇವರ ನಾಡೆಂದೇ ಕರೆಯಲ್ಪಡುವ ಕೇರಳ ರಾಜ್ಯ ದೇಶದ ಪ್ರಪ್ರಥಮ ಕಡು ಬಡತನ ಮುಕ್ತ ರಾಜ್ಯವಾಗಿ ಹೊರಹೊಮ್ಮಲಿರುವುದು ಸಂತಸದ ಬೆಳವಣಿಗೆ. ಈ ಕುರಿತು ಕೇರಳ ರಾಜ್ಯ ಸರ್ಕಾರವು ದಿನಾಂಕ ನವೆಂಬರ್ 1 ರಂದು ಅಧಿಕೃತ ಘೋಷಣೆ ಹೊರಡಿಸಲಿದೆ. ಕೇರಳ ರಾಜ್ಯದ ಮಾದರಿಯನ್ನು ನಮ್ಮ ರಾಜ್ಯವೂ ಅನುಸರಿಸಿ ಬಡತನ ನಿರ್ಮೂಲನೆಗೆ ಶ್ರಮಿಸಬೇಕಿದೆ. 2021 ರಲ್ಲಿ 64,000 ಕಡು ಬಡ ಕುಟುಂಬಗಳನ್ನು ಗುರುತಿಸಿ ಅವರಿಗೆ ಅಗತ್ಯ ಸೌಲಭ್ಯ ಒದಗಿಸಲಾಗಿದೆ. <box>101 993 469 1111</box>
page-label: ಪುಟ <box>93 101 113 117</box>
pen-icon: ✒ <box>254 591 273 617</box>
header-date: ಗುರುವಾರ 30 ಅಕ್ಟೋಬರ್ 2025 <box>1180 93 1481 122</box>
